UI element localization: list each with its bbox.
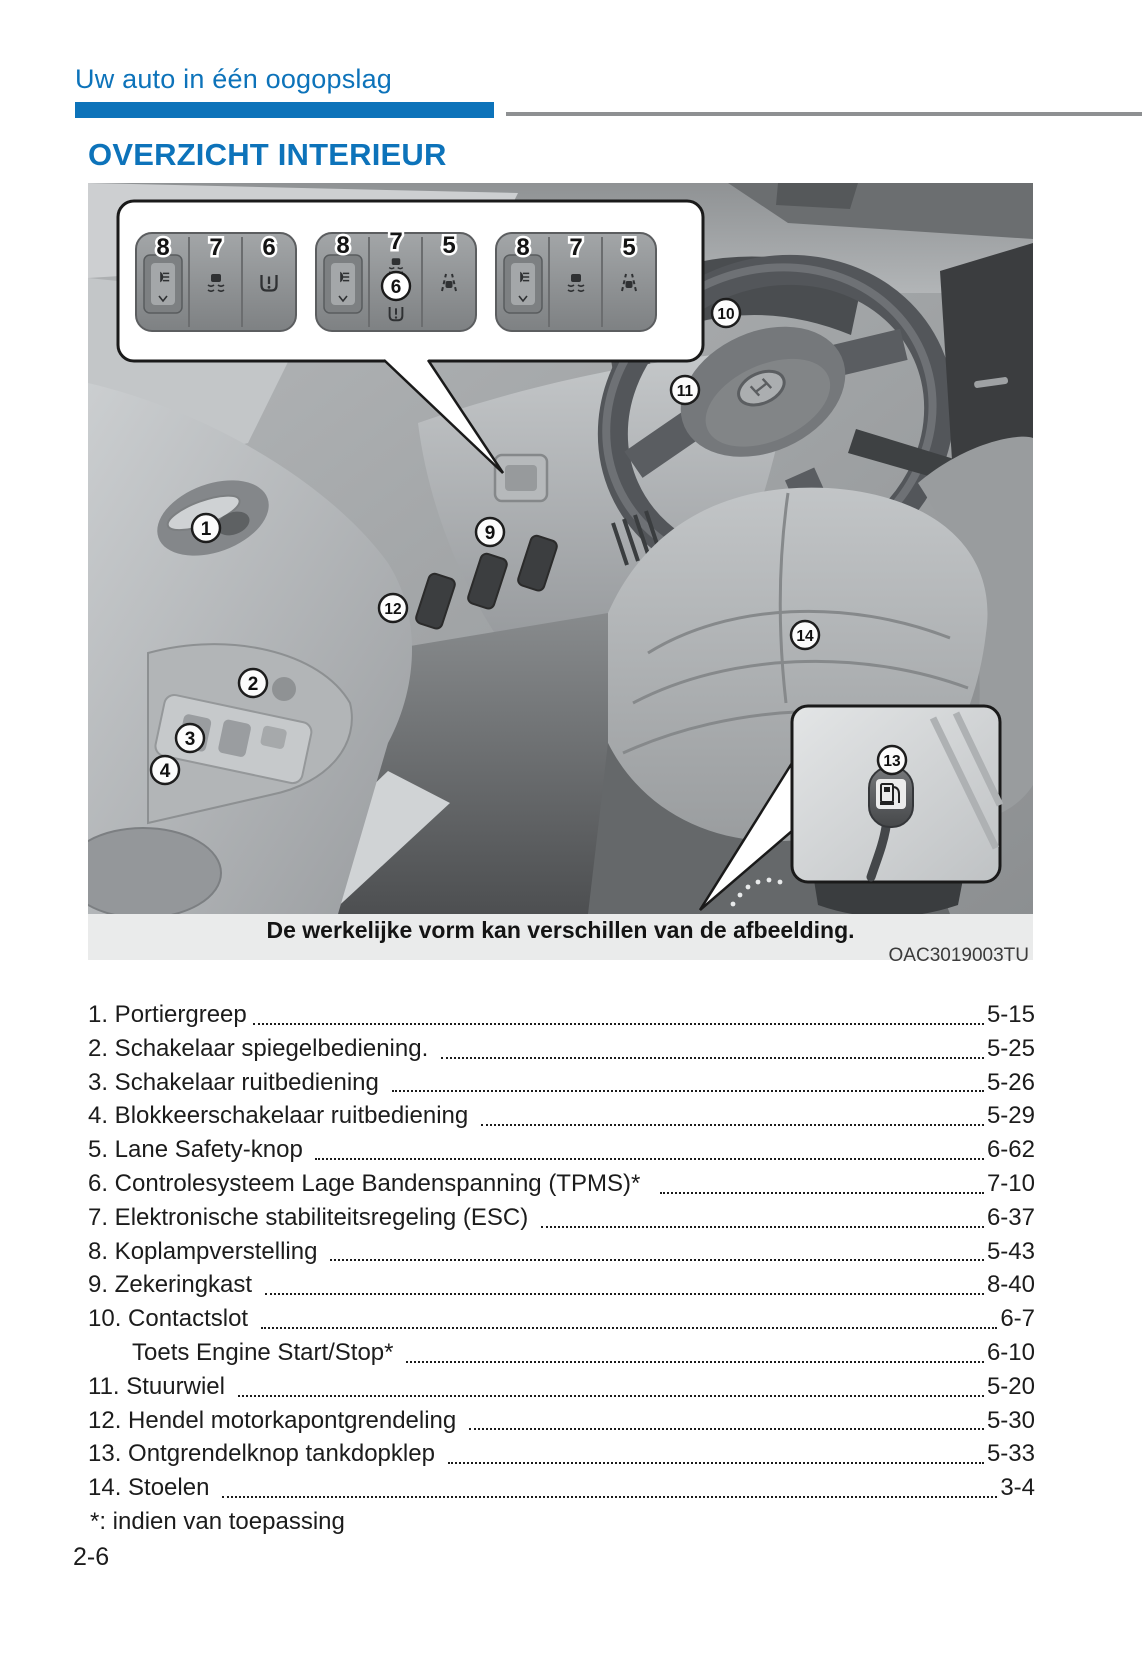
panel2-num-5: 5 <box>442 232 456 259</box>
dotted-leader <box>448 1437 984 1464</box>
figure-caption: De werkelijke vorm kan verschillen van de afbeelding. <box>266 917 855 943</box>
mirror-switch-knob <box>272 677 296 701</box>
switch-panel-1 <box>136 233 296 331</box>
page-number: 2-6 <box>73 1543 110 1571</box>
dotted-leader <box>481 1099 984 1126</box>
toc-item-label: 3. Schakelaar ruitbediening <box>88 1068 386 1096</box>
badge-window-switch <box>176 724 204 752</box>
switch-panel-3 <box>496 233 656 331</box>
svg-text:13: 13 <box>883 753 901 770</box>
header-rule-line <box>506 112 1142 116</box>
footnote-text: *: indien van toepassing <box>90 1508 345 1535</box>
figure-interior-overview <box>88 183 1033 966</box>
toc-item-label: 4. Blokkeerschakelaar ruitbediening <box>88 1102 475 1130</box>
toc-page-ref: 5-43 <box>986 1237 1035 1265</box>
toc-item-label: 6. Controlesysteem Lage Bandenspanning (TPMS)* <box>88 1169 654 1197</box>
panel3-num-5: 5 <box>622 234 636 261</box>
dotted-leader <box>469 1404 984 1431</box>
toc-row <box>88 1302 1035 1336</box>
dotted-leader <box>541 1201 984 1228</box>
toc-item-label: 12. Hendel motorkapontgrendeling <box>88 1406 463 1434</box>
svg-text:12: 12 <box>384 601 402 618</box>
dotted-leader <box>261 1302 998 1329</box>
svg-text:3: 3 <box>184 729 196 750</box>
switch-panel-2 <box>316 228 476 331</box>
svg-text:2: 2 <box>247 674 259 695</box>
svg-text:10: 10 <box>717 306 735 323</box>
badge-fuse-box <box>476 518 504 546</box>
toc-row <box>88 1201 1035 1235</box>
toc-row <box>88 998 1035 1032</box>
panel1-num-7: 7 <box>209 234 223 261</box>
svg-text:1: 1 <box>200 519 212 540</box>
toc-page-ref: 6-62 <box>986 1136 1035 1164</box>
toc-page-ref: 5-20 <box>986 1372 1035 1400</box>
toc-row <box>88 1404 1035 1438</box>
svg-text:9: 9 <box>484 523 496 544</box>
panel1-num-8: 8 <box>156 234 170 261</box>
toc-page-ref: 5-29 <box>986 1102 1035 1130</box>
toc-row <box>88 1099 1035 1133</box>
toc-row <box>88 1235 1035 1269</box>
dotted-leader <box>238 1370 984 1397</box>
badge-door-handle <box>192 514 220 542</box>
figure-code: OAC3019003TU <box>888 945 1029 966</box>
toc-item-label: 8. Koplampverstelling <box>88 1237 325 1265</box>
panel2-circled-6: 6 <box>390 277 402 298</box>
toc-page-ref: 8-40 <box>986 1271 1035 1299</box>
panel1-num-6: 6 <box>262 234 276 261</box>
chapter-header: Uw auto in één oogopslag <box>75 64 393 94</box>
toc-item-label: 14. Stoelen <box>88 1474 217 1502</box>
toc-item-label: 11. Stuurwiel <box>88 1372 232 1400</box>
svg-text:4: 4 <box>159 761 171 782</box>
toc-page-ref: 5-15 <box>986 1001 1035 1028</box>
badge-seat <box>791 621 819 649</box>
dotted-leader <box>315 1133 983 1160</box>
toc-item-label: 7. Elektronische stabiliteitsregeling (ESC) <box>88 1203 535 1231</box>
panel2-num-8: 8 <box>336 232 350 259</box>
dotted-leader <box>406 1336 984 1363</box>
badge-fuel-release <box>878 746 906 774</box>
toc-page-ref: 5-30 <box>986 1406 1035 1434</box>
panel2-num-7: 7 <box>389 228 403 255</box>
toc-item-label: 2. Schakelaar spiegelbediening. <box>88 1034 435 1062</box>
dotted-leader <box>660 1167 984 1194</box>
panel3-num-7: 7 <box>569 234 583 261</box>
toc-row <box>88 1370 1035 1404</box>
toc-page-ref: 5-33 <box>986 1440 1035 1468</box>
dotted-leader <box>265 1268 984 1295</box>
toc-row <box>88 1167 1035 1201</box>
toc-row <box>88 1336 1035 1370</box>
toc-row <box>88 1471 1035 1505</box>
toc-row <box>88 1133 1035 1167</box>
toc-page-ref: 6-7 <box>1000 1305 1035 1333</box>
dotted-leader <box>392 1066 984 1093</box>
dotted-leader <box>222 1471 997 1498</box>
toc-item-label: 5. Lane Safety-knop <box>88 1136 310 1164</box>
footnote <box>90 1505 345 1539</box>
page-title: OVERZICHT INTERIEUR <box>88 137 447 172</box>
svg-text:14: 14 <box>796 628 814 645</box>
toc-row <box>88 1437 1035 1471</box>
toc-row <box>88 1066 1035 1100</box>
toc-item-label: 10. Contactslot <box>88 1305 255 1333</box>
dotted-leader <box>441 1032 984 1059</box>
toc-page-ref: 5-26 <box>986 1068 1035 1096</box>
panel3-num-8: 8 <box>516 234 530 261</box>
toc-page-ref: 7-10 <box>986 1169 1035 1197</box>
toc-page-ref: 5-25 <box>986 1034 1035 1062</box>
dotted-leader <box>253 998 984 1025</box>
badge-steering-wheel <box>671 376 699 404</box>
header-accent-bar <box>75 102 494 118</box>
toc-page-ref: 6-10 <box>986 1338 1035 1366</box>
svg-text:11: 11 <box>676 383 694 400</box>
toc-row <box>88 1268 1035 1302</box>
toc-item-label: Toets Engine Start/Stop* <box>132 1338 401 1366</box>
badge-hood-release <box>379 594 407 622</box>
toc-row <box>88 1032 1035 1066</box>
toc-item-label: 1. Portiergreep <box>88 1001 247 1028</box>
fuel-pump-icon <box>876 779 906 809</box>
badge-ignition <box>712 299 740 327</box>
toc-page-ref: 3-4 <box>1000 1474 1035 1502</box>
toc-list <box>88 998 1035 1505</box>
toc-item-label: 13. Ontgrendelknop tankdopklep <box>88 1440 442 1468</box>
toc-page-ref: 6-37 <box>986 1203 1035 1231</box>
badge-window-lock <box>151 756 179 784</box>
toc-item-label: 9. Zekeringkast <box>88 1271 259 1299</box>
dotted-leader <box>330 1235 984 1262</box>
badge-mirror-switch <box>239 669 267 697</box>
interior-photo <box>88 183 1033 914</box>
